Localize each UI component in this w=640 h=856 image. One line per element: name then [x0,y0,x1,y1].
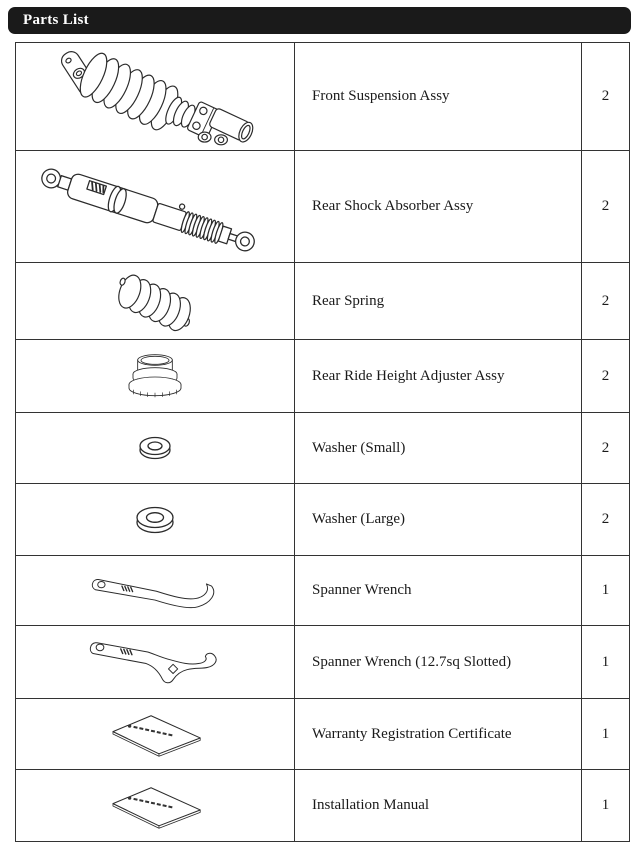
part-qty: 1 [601,582,610,598]
section-header [8,7,631,34]
table-row [16,555,629,625]
spanner-wrench-slotted-illustration [16,626,295,698]
table-row [16,769,629,841]
table-row [16,339,629,412]
washer-small-illustration [16,413,295,483]
part-name: Spanner Wrench [295,556,582,625]
rear-shock-absorber-assy-illustration [16,151,295,262]
part-qty: 1 [601,653,610,670]
part-qty: 2 [601,511,610,527]
table-row [16,412,629,483]
part-name: Rear Shock Absorber Assy [295,151,582,262]
part-name: Front Suspension Assy [295,43,582,150]
table-row [16,262,629,339]
rear-ride-height-adjuster-assy-illustration [16,340,295,412]
part-qty: 2 [601,198,610,214]
spanner-wrench-illustration [16,556,295,625]
rear-spring-illustration [16,263,295,339]
part-qty: 2 [601,439,610,456]
table-row [16,150,629,262]
part-qty: 1 [601,725,610,742]
part-name: Installation Manual [295,770,582,841]
part-name: Spanner Wrench (12.7sq Slotted) [295,626,582,698]
parts-table [15,42,630,842]
table-row [16,698,629,769]
washer-large-illustration [16,484,295,555]
part-name: Rear Ride Height Adjuster Assy [295,340,582,412]
part-name: Washer (Large) [295,484,582,555]
part-qty: 1 [601,797,610,813]
page-title: Parts List [23,12,89,28]
part-name: Warranty Registration Certificate [295,699,582,769]
table-row [16,625,629,698]
part-qty: 2 [601,292,610,309]
warranty-registration-certificate-illustration [16,699,295,769]
front-suspension-assy-illustration [16,43,295,150]
table-row [16,483,629,555]
table-row [16,43,629,150]
part-qty: 2 [601,88,610,104]
part-qty: 2 [601,367,610,384]
part-name: Rear Spring [295,263,582,339]
installation-manual-illustration [16,770,295,841]
part-name: Washer (Small) [295,413,582,483]
